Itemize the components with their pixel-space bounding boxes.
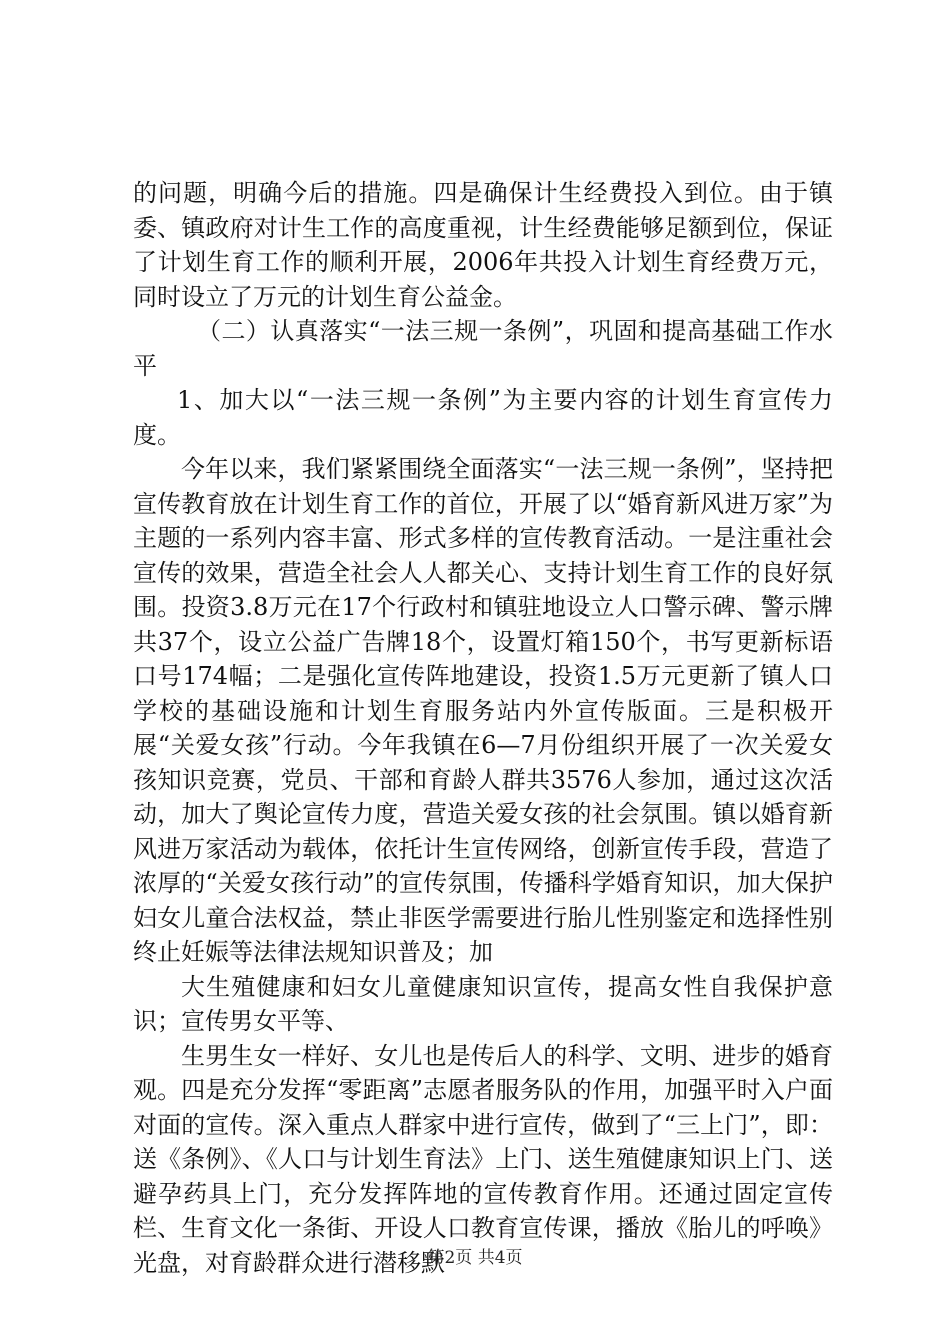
page-number-footer: 第2页 共4页 bbox=[427, 1248, 523, 1268]
paragraph-publicity: 今年以来，我们紧紧围绕全面落实“一法三规一条例”，坚持把宣传教育放在计划生育工作的首位，开展了以“婚育新风进万家”为主题的一系列内容丰富、形式多样的宣传教育活动。一是注重社会宣传的效果，营造全社会人人都关心、支持计划生育工作的良好氛围。投资3.8万元在17个行政村和镇驻地设立人口警示碑、警示牌共37个，设立公益广告牌18个，设置灯箱150个，书写更新标语口号174幅；二是强化宣传阵地建设，投资1.5万元更新了镇人口学校的基础设施和计划生育服务站内外宣传版面。三是积极开展“关爱女孩”行动。今年我镇在6—7月份组织开展了一次关爱女孩知识竞赛，党员、干部和育龄人群共3576人参加，通过这次活动，加大了舆论宣传力度，营造关爱女孩的社会氛围。镇以婚育新风进万家活动为载体，依托计生宣传网络，创新宣传手段，营造了浓厚的“关爱女孩行动”的宣传氛围，传播科学婚育知识，加大保护妇女儿童合法权益，禁止非医学需要进行胎儿性别鉴定和选择性别终止妊娠等法律法规知识普及；加 bbox=[133, 455, 833, 966]
paragraph-health-awareness: 大生殖健康和妇女儿童健康知识宣传，提高女性自我保护意识；宣传男女平等、 bbox=[133, 972, 833, 1035]
item-heading: 1、加大以“一法三规一条例”为主要内容的计划生育宣传力度。 bbox=[133, 386, 833, 449]
section-heading: （二）认真落实“一法三规一条例”，巩固和提高基础工作水平 bbox=[133, 317, 833, 380]
paragraph-funding: 的问题，明确今后的措施。四是确保计生经费投入到位。由于镇委、镇政府对计生工作的高度重视，计生经费能够足额到位，保证了计划生育工作的顺利开展，2006年共投入计划生育经费万元，同时设立了万元的计划生育公益金。 bbox=[133, 179, 833, 311]
document-body bbox=[133, 176, 833, 1280]
paragraph-marriage-views: 生男生女一样好、女儿也是传后人的科学、文明、进步的婚育观。四是充分发挥“零距离”志愿者服务队的作用，加强平时入户面对面的宣传。深入重点人群家中进行宣传，做到了“三上门”，即：送《条例》、《人口与计划生育法》上门、送生殖健康知识上门、送避孕药具上门，充分发挥阵地的宣传教育作用。还通过固定宣传栏、生育文化一条街、开设人口教育宣传课，播放《胎儿的呼唤》光盘，对育龄群众进行潜移默 bbox=[133, 1041, 833, 1277]
